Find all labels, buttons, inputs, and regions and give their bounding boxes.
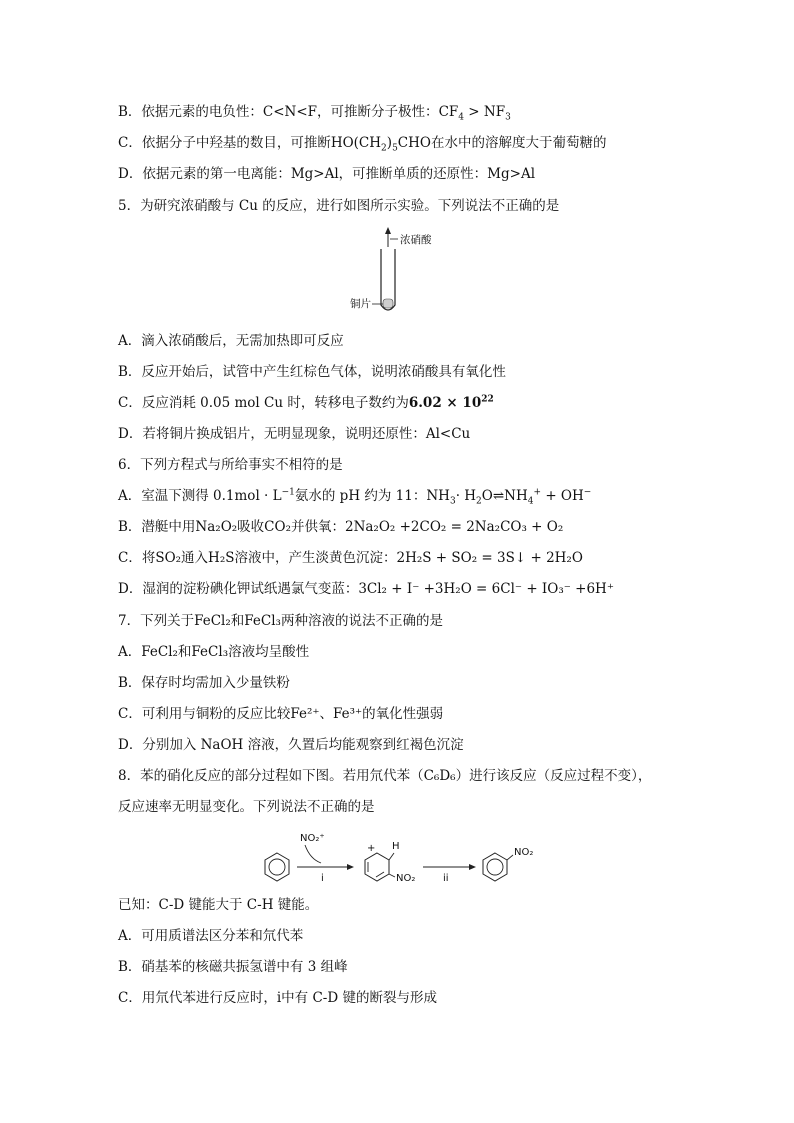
q7-option-c: C．可利用与铜粉的反应比较Fe²⁺、Fe³⁺的氧化性强弱 — [118, 706, 444, 722]
q8-option-b: B．硝基苯的核磁共振氢谱中有 3 组峰 — [118, 959, 348, 975]
q6a-s6: − — [583, 487, 592, 498]
q4c-sub1: 2 — [381, 143, 387, 154]
hydrogen-label: H — [392, 841, 400, 852]
q5-stem: 5．为研究浓硝酸与 Cu 的反应，进行如图所示实验。下列说法不正确的是 — [118, 198, 560, 214]
reagent-nitronium: NO₂⁺ — [300, 833, 325, 844]
q8-option-c: C．用氘代苯进行反应时，ⅰ中有 C-D 键的断裂与形成 — [118, 990, 437, 1006]
label-conc-nitric-acid: 浓硝酸 — [400, 234, 432, 246]
q5-option-d: D．若将铜片换成铝片，无明显现象，说明还原性：Al<Cu — [118, 426, 471, 442]
q5c-exponent: 22 — [481, 394, 494, 405]
q4b-text: B．依据元素的电负性：C<N<F，可推断分子极性： — [118, 104, 439, 120]
q4b-formula2: > NF — [464, 104, 506, 120]
reagent-curve — [305, 845, 321, 863]
arrow-head — [385, 227, 391, 234]
q6a-s2: 3 — [449, 496, 456, 507]
copper-piece — [383, 299, 393, 308]
q4b-sub2: 3 — [505, 112, 511, 123]
test-tube-diagram — [350, 225, 460, 320]
q6a-t3: · H — [455, 488, 477, 504]
q6-option-c: C．将SO₂通入H₂S溶液中，产生淡黄色沉淀：2H₂S + SO₂ = 3S↓ + 2H₂O — [118, 550, 583, 566]
arrow-i-head — [347, 864, 354, 870]
q4c-sub2: 5 — [392, 143, 398, 154]
q4c-part1: C．依据分子中羟基的数目，可推断HO(CH — [118, 135, 382, 151]
q8-known: 已知：C-D 键能大于 C-H 键能。 — [118, 897, 319, 913]
q7-option-a: A．FeCl₂和FeCl₃溶液均呈酸性 — [118, 644, 310, 660]
q6a-s1: −1 — [281, 487, 295, 498]
nitrobenzene — [483, 847, 533, 881]
label-copper: 铜片 — [350, 298, 371, 310]
q4c-paren: ) — [386, 135, 393, 151]
arrow-ii-head — [469, 864, 476, 870]
q5-option-a: A．滴入浓硝酸后，无需加热即可反应 — [118, 333, 344, 349]
q6-option-a — [118, 486, 591, 506]
q7-stem: 7．下列关于FeCl₂和FeCl₃两种溶液的说法不正确的是 — [118, 613, 443, 629]
q6a-s3: 2 — [476, 496, 482, 507]
q8-stem-2: 反应速率无明显变化。下列说法不正确的是 — [118, 799, 375, 815]
q8-stem-1: 8．苯的硝化反应的部分过程如下图。若用氘代苯（C₆D₆）进行该反应（反应过程不变）， — [118, 768, 652, 784]
q5-option-c — [118, 393, 494, 413]
q6a-s5: + — [533, 487, 542, 498]
q6a-t1: A．室温下测得 0.1mol · L — [118, 488, 282, 504]
q6a-s4: 4 — [527, 496, 534, 507]
step-ii-label: ii — [443, 873, 449, 884]
positive-charge: + — [367, 843, 376, 854]
q7-option-d: D．分别加入 NaOH 溶液，久置后均能观察到红褐色沉淀 — [118, 737, 464, 753]
q6-option-d: D．湿润的淀粉碘化钾试纸遇氯气变蓝：3Cl₂ + I⁻ +3H₂O = 6Cl⁻ + IO₃⁻ +6H⁺ — [118, 581, 614, 597]
q4b-sub1: 4 — [458, 112, 464, 123]
q7-option-b: B．保存时均需加入少量铁粉 — [118, 675, 290, 691]
q5-option-b: B．反应开始后，试管中产生红棕色气体，说明浓硝酸具有氧化性 — [118, 364, 506, 380]
no2-product: NO₂ — [514, 847, 534, 858]
q6a-t4: O⇌NH — [481, 488, 528, 504]
q4-option-c — [118, 133, 606, 153]
q8-option-a: A．可用质谱法区分苯和氘代苯 — [118, 928, 304, 944]
q5c-text: C．反应消耗 0.05 mol Cu 时，转移电子数约为 — [118, 395, 409, 411]
q6-stem: 6．下列方程式与所给事实不相符的是 — [118, 457, 343, 473]
q4c-part2: CHO在水中的溶解度大于葡萄糖的 — [397, 135, 607, 151]
q6a-t2: 氨水的 pH 约为 11：NH — [294, 488, 450, 504]
q6-option-b: B．潜艇中用Na₂O₂吸收CO₂并供氧：2Na₂O₂ +2CO₂ = 2Na₂CO₃ + O₂ — [118, 519, 564, 535]
q4b-formula: CF — [438, 104, 459, 120]
q6a-t5: + OH — [541, 488, 584, 504]
step-i-label: i — [321, 873, 324, 884]
q4-option-b — [118, 102, 511, 122]
sigma-complex — [365, 841, 415, 884]
benzene-ring — [265, 853, 289, 881]
q4-option-d: D．依据元素的第一电离能：Mg>Al，可推断单质的还原性：Mg>Al — [118, 166, 536, 182]
q5c-number: 6.02 × 10 — [408, 395, 482, 411]
no2-intermediate: NO₂ — [396, 873, 416, 884]
nitration-scheme — [255, 825, 555, 890]
